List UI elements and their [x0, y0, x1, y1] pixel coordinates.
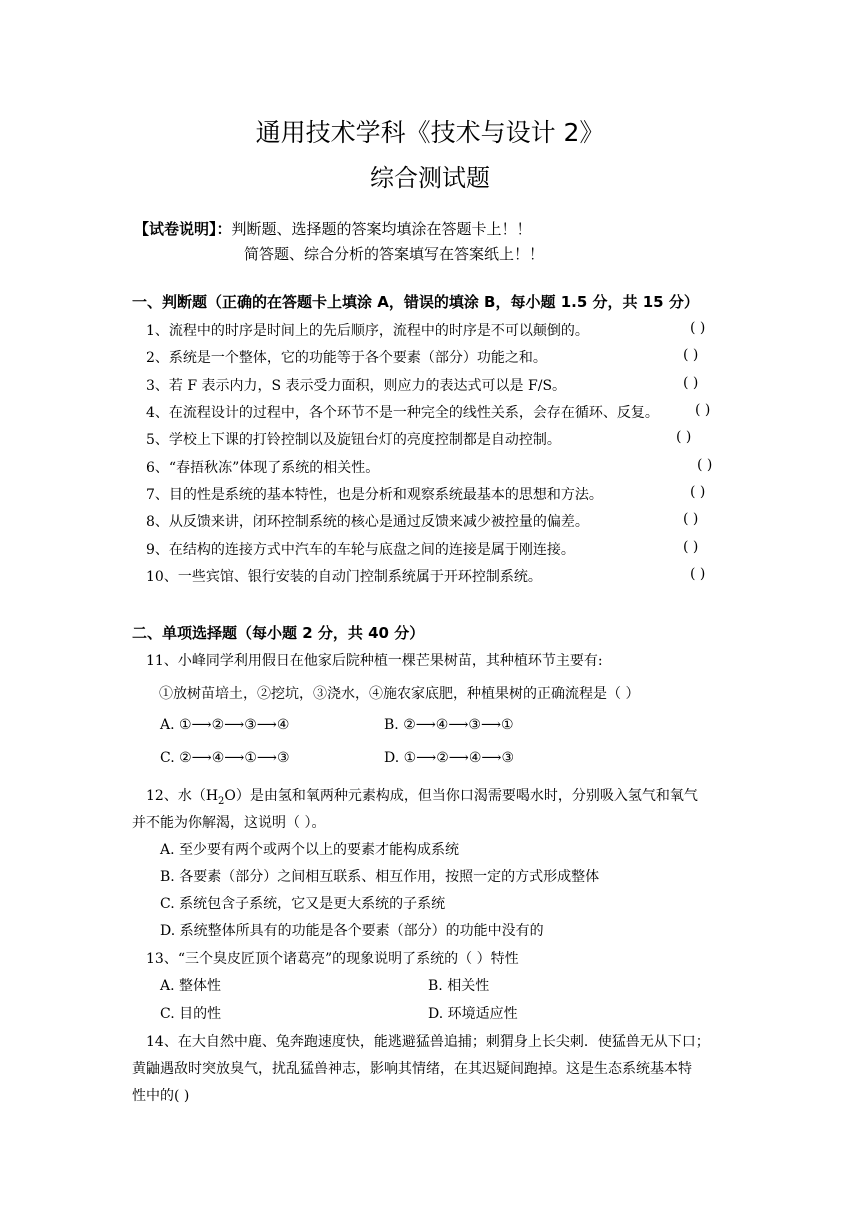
exam-note — [134, 218, 532, 239]
q13-option-d: D. 环境适应性 — [428, 1006, 518, 1022]
q12-stem — [146, 785, 698, 807]
q12-option-b: B. 各要素（部分）之间相互联系、相互作用，按照一定的方式形成整体 — [160, 869, 600, 885]
answer-paren-2: ( ) — [683, 347, 699, 363]
section1-heading: 一、判断题（正确的在答题卡上填涂 A，错误的填涂 B，每小题 1.5 分，共 15 分） — [132, 293, 699, 311]
q12-option-c: C. 系统包含子系统，它又是更大系统的子系统 — [160, 896, 446, 912]
exam-note-label: 【试卷说明】： — [134, 220, 232, 238]
q14-line3: 性中的( ) — [132, 1088, 190, 1104]
judge-item-1: 1、流程中的时序是时间上的先后顺序，流程中的时序是不可以颠倒的。 — [146, 323, 589, 339]
q12-option-a: A. 至少要有两个或两个以上的要素才能构成系统 — [160, 842, 460, 858]
q11-stem: 11、小峰同学利用假日在他家后院种植一棵芒果树苗，其种植环节主要有: — [146, 653, 603, 669]
answer-paren-8: ( ) — [683, 511, 699, 527]
exam-note-line1: 判断题、选择题的答案均填涂在答题卡上！！ — [231, 220, 532, 238]
judge-item-3: 3、若 F 表示内力，S 表示受力面积，则应力的表达式可以是 F/S。 — [146, 378, 567, 394]
answer-paren-3: ( ) — [683, 375, 699, 391]
q13-option-a: A. 整体性 — [160, 978, 222, 994]
judge-item-7: 7、目的性是系统的基本特性，也是分析和观察系统最基本的思想和方法。 — [146, 487, 603, 503]
section2-heading: 二、单项选择题（每小题 2 分，共 40 分） — [132, 624, 425, 642]
judge-item-6: 6、“春捂秋冻”体现了系统的相关性。 — [146, 460, 380, 476]
q11-option-d: D. ①⟶②⟶④⟶③ — [384, 750, 515, 766]
q11-option-b: B. ②⟶④⟶③⟶① — [384, 717, 514, 733]
judge-item-2: 2、系统是一个整体，它的功能等于各个要素（部分）功能之和。 — [146, 350, 547, 366]
judge-item-10: 10、一些宾馆、银行安装的自动门控制系统属于开环控制系统。 — [146, 569, 542, 585]
answer-paren-1: ( ) — [690, 320, 706, 336]
judge-item-4: 4、在流程设计的过程中，各个环节不是一种完全的线性关系，会存在循环、反复。 — [146, 405, 659, 421]
q11-option-c: C. ②⟶④⟶①⟶③ — [160, 750, 290, 766]
q12-stem-a: 12、水（H — [146, 788, 219, 804]
answer-paren-6: ( ) — [697, 457, 713, 473]
q12-stem2: 并不能为你解渴，这说明（ ）。 — [132, 815, 326, 831]
judge-item-9: 9、在结构的连接方式中汽车的车轮与底盘之间的连接是属于刚连接。 — [146, 542, 575, 558]
q13-option-b: B. 相关性 — [428, 978, 490, 994]
answer-paren-9: ( ) — [683, 539, 699, 555]
q11-option-a: A. ①⟶②⟶③⟶④ — [160, 717, 290, 733]
answer-paren-10: ( ) — [690, 566, 706, 582]
exam-note-line2: 简答题、综合分析的答案填写在答案纸上！！ — [244, 245, 545, 263]
q12-stem-sub: 2 — [218, 795, 225, 807]
q11-sub: ①放树苗培土，②挖坑，③浇水，④施农家底肥，种植果树的正确流程是（ ） — [159, 686, 640, 702]
answer-paren-7: ( ) — [690, 484, 706, 500]
q13-option-c: C. 目的性 — [160, 1006, 222, 1022]
page-title: 通用技术学科《技术与设计 2》 — [255, 118, 605, 147]
judge-item-8: 8、从反馈来讲，闭环控制系统的核心是通过反馈来减少被控量的偏差。 — [146, 514, 589, 530]
q14-line1: 14、在大自然中鹿、兔奔跑速度快，能逃避猛兽追捕；刺猬身上长尖刺．使猛兽无从下口； — [146, 1034, 710, 1050]
judge-item-5: 5、学校上下课的打铃控制以及旋钮台灯的亮度控制都是自动控制。 — [146, 432, 561, 448]
answer-paren-4: ( ) — [695, 402, 711, 418]
q12-stem-b: O）是由氢和氧两种元素构成，但当你口渴需要喝水时，分别吸入氢气和氧气 — [224, 788, 698, 804]
q13-stem: 13、“三个臭皮匠顶个诸葛亮”的现象说明了系统的（ ）特性 — [146, 951, 519, 967]
q14-line2: 黄鼬遇敌时突放臭气，扰乱猛兽神志，影响其情绪，在其迟疑间跑掉。这是生态系统基本特 — [132, 1061, 692, 1077]
answer-paren-5: ( ) — [676, 429, 692, 445]
page-subtitle: 综合测试题 — [370, 164, 490, 192]
q12-option-d: D. 系统整体所具有的功能是各个要素（部分）的功能中没有的 — [160, 923, 544, 939]
